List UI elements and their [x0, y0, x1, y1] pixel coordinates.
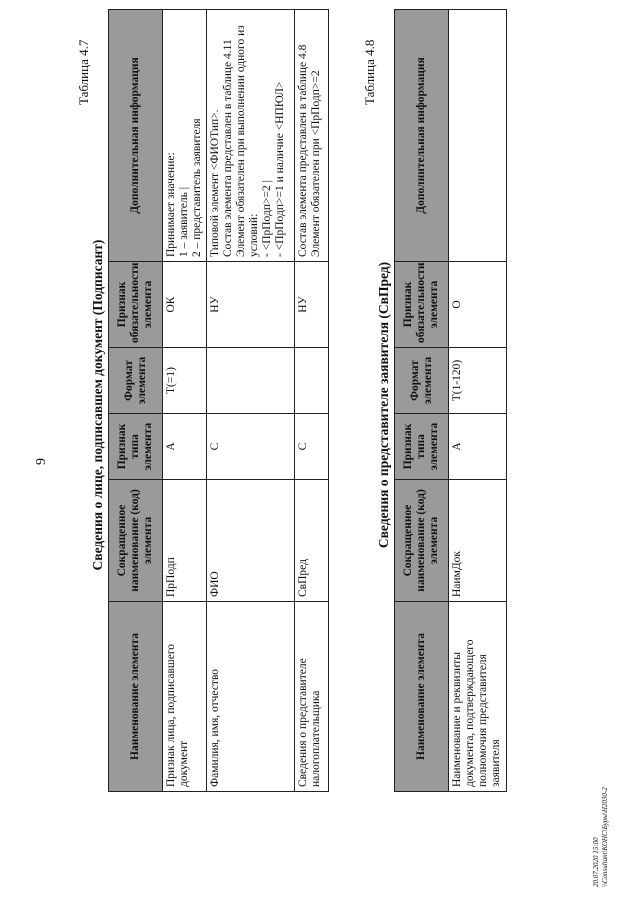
element-required-cell: НУ	[207, 262, 295, 348]
header-cell: Формат элемента	[395, 348, 449, 414]
element-code-cell: ПрПодп	[163, 480, 207, 602]
element-type-cell: А	[163, 414, 207, 480]
element-type-cell: А	[449, 414, 507, 480]
table-row	[449, 10, 507, 792]
info-line: Типовой элемент <ФИОТип>.	[209, 109, 221, 257]
table-4-8-title: Сведения о представителе заявителя (СвПред)	[376, 261, 391, 549]
info-line: 2 – представитель заявителя	[191, 118, 203, 257]
element-code-cell: СвПред	[295, 480, 329, 602]
table-4-7-caption: Таблица 4.7	[76, 39, 91, 105]
element-format-cell	[207, 348, 295, 414]
info-line: - <ПрПодп>=1 и наличие <НПЮЛ>	[274, 81, 286, 257]
table-row	[295, 10, 329, 792]
header-cell: Наименование элемента	[395, 602, 449, 792]
table-4-7	[108, 9, 329, 792]
header-cell: Дополнительная информация	[109, 10, 163, 262]
element-name-cell: Признак лица, подписавшего документ	[163, 602, 207, 792]
element-name-cell: Наименование и реквизиты документа, подтверждающего полномочия представителя заявителя	[449, 602, 507, 792]
header-cell: Дополнительная информация	[395, 10, 449, 262]
element-info-cell	[163, 10, 207, 262]
element-name-cell: Фамилия, имя, отчество	[207, 602, 295, 792]
element-name-cell: Сведения о представителе налогоплательщика	[295, 602, 329, 792]
element-code-cell: НаимДок	[449, 480, 507, 602]
info-line: Элемент обязателен при <ПрПодп>=2	[310, 70, 322, 257]
element-required-cell: НУ	[295, 262, 329, 348]
table-row	[207, 10, 295, 792]
info-line: - <ПрПодп>=2 |	[261, 180, 273, 257]
header-cell: Признак обязательности элемента	[109, 262, 163, 348]
info-line: 1 – заявитель |	[178, 186, 190, 257]
info-line: Принимает значение:	[165, 152, 177, 257]
info-line: Состав элемента представлен в таблице 4.8	[297, 44, 309, 257]
table-4-8-caption: Таблица 4.8	[362, 39, 377, 105]
info-line: Элемент обязателен при выполнении одного из условий:	[235, 25, 260, 257]
element-type-cell: С	[207, 414, 295, 480]
table-4-8	[394, 9, 507, 792]
table-4-7-title: Сведения о лице, подписавшем документ (Подписант)	[90, 239, 105, 571]
footer-stamp	[592, 787, 610, 887]
element-info-cell	[295, 10, 329, 262]
info-line: Состав элемента представлен в таблице 4.11	[222, 39, 234, 257]
element-format-cell: T(1-120)	[449, 348, 507, 414]
footer-path: \\Consultant\КОНС\Буры\Н2030-2	[601, 787, 609, 887]
header-cell: Сокращенное наименование (код) элемента	[395, 480, 449, 602]
header-cell: Признак типа элемента	[109, 414, 163, 480]
header-cell: Формат элемента	[109, 348, 163, 414]
header-cell: Сокращенное наименование (код) элемента	[109, 480, 163, 602]
header-cell: Наименование элемента	[109, 602, 163, 792]
element-format-cell	[295, 348, 329, 414]
element-format-cell: T(=1)	[163, 348, 207, 414]
element-info-cell	[449, 10, 507, 262]
table-4-8-header-row	[395, 10, 449, 792]
footer-date: 20.07.2020 15:00	[592, 837, 600, 887]
table-row	[163, 10, 207, 792]
element-required-cell: ОК	[163, 262, 207, 348]
page-number: 9	[34, 458, 49, 465]
element-type-cell: С	[295, 414, 329, 480]
header-cell: Признак типа элемента	[395, 414, 449, 480]
element-info-cell	[207, 10, 295, 262]
header-cell: Признак обязательности элемента	[395, 262, 449, 348]
element-code-cell: ФИО	[207, 480, 295, 602]
element-required-cell: О	[449, 262, 507, 348]
table-4-7-header-row	[109, 10, 163, 792]
